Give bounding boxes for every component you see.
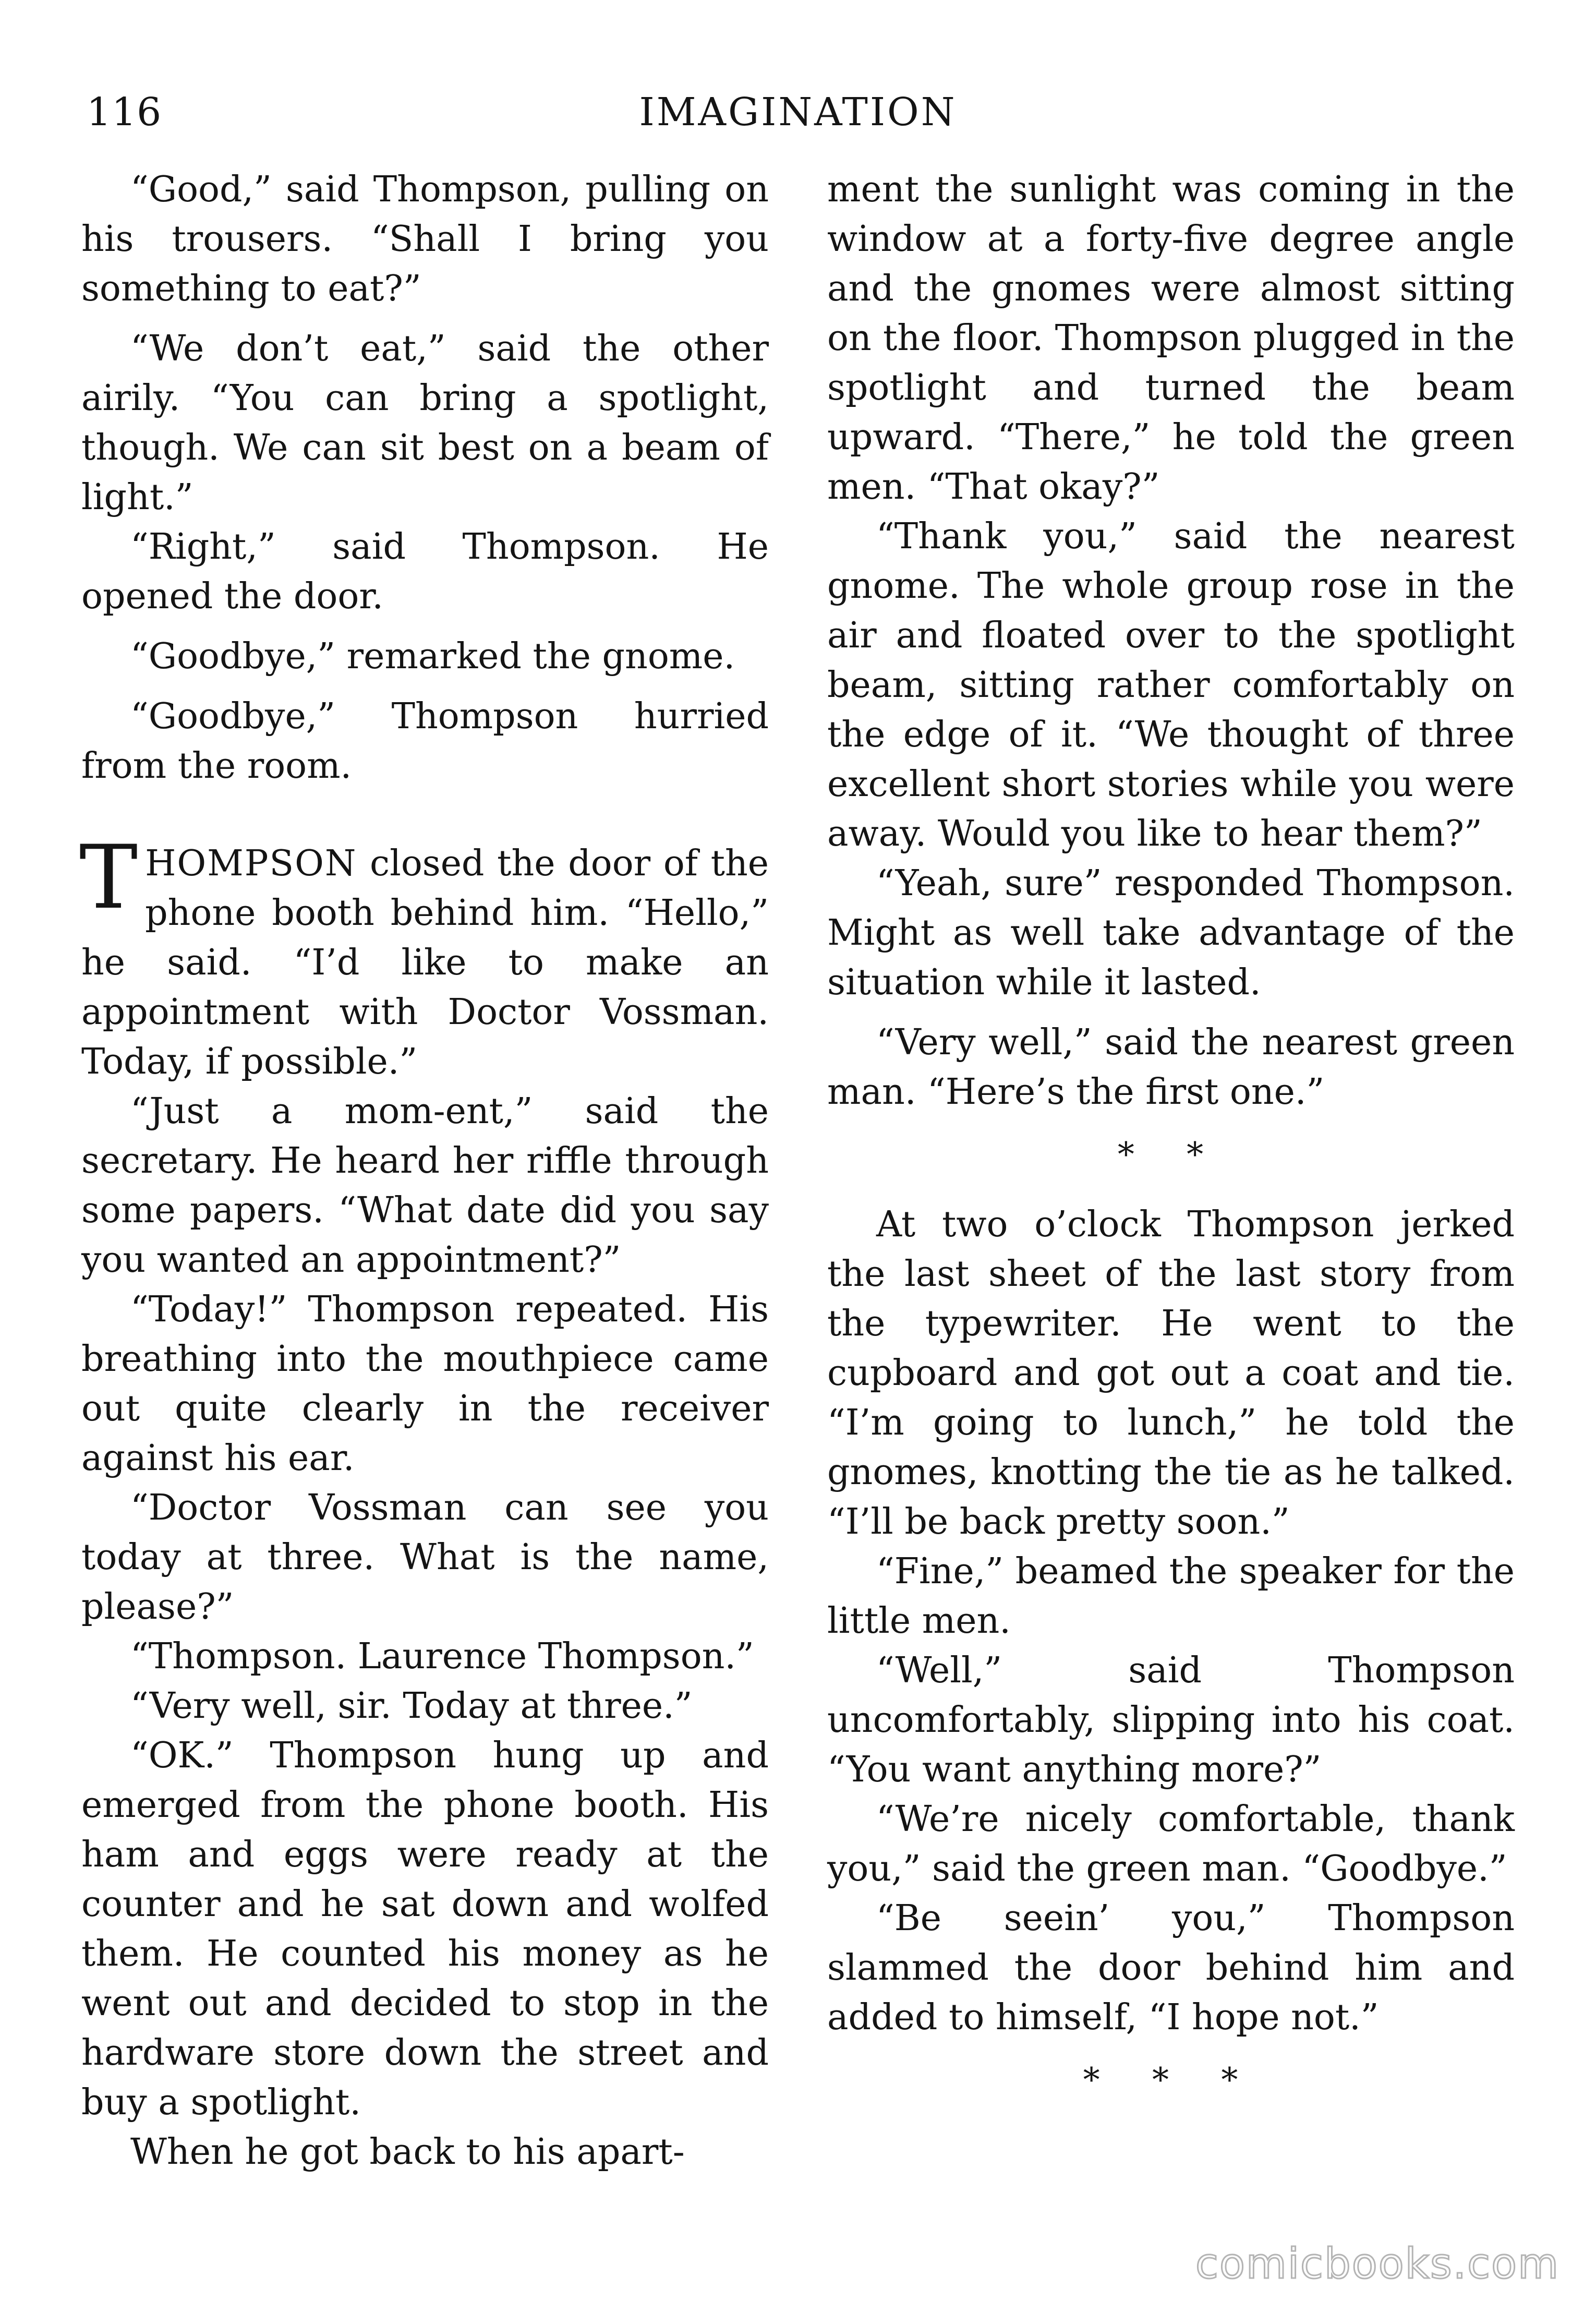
paragraph: When he got back to his apart- (130, 2131, 685, 2173)
watermark: comicbooks.com (1195, 2239, 1559, 2288)
section-opening-paragraph (79, 826, 769, 1087)
paragraph-text: closed the door of the phone booth behind him. “Hello,” he said. “I’d like to make an appointment with Doctor Vossman. Today, if possible.” (81, 843, 769, 1082)
paragraph: “Right,” said Thompson. He opened the door. (81, 526, 769, 617)
right-text-column (827, 165, 1515, 2105)
paragraph: “Yeah, sure” responded Thompson. Might as well take advantage of the situation while it lasted. (827, 863, 1515, 1003)
paragraph: “OK.” Thompson hung up and emerged from the phone booth. His ham and eggs were ready at the counter and he sat down and wolfed them. He counted his money as he went out and decided to stop in the hardware store down the street and buy a spotlight. (81, 1735, 769, 2123)
paragraph: “Thompson. Laurence Thompson.” (130, 1636, 754, 1677)
paragraph: “Very well,” said the nearest green man. “Here’s the first one.” (827, 1022, 1515, 1113)
paragraph: “Goodbye,” Thompson hurried from the room. (81, 696, 769, 787)
paragraph: “We don’t eat,” said the other airily. “You can bring a spotlight, though. We can sit best on a beam of light.” (81, 328, 769, 518)
left-text-column (81, 165, 769, 2177)
paragraph-continued: ment the sunlight was coming in the window at a forty-five degree angle and the gnomes were almost sitting on the floor. Thompson plugged in the spotlight and turned the beam upward. “There,” he told the green men. “That okay?” (827, 169, 1515, 508)
paragraph: “Goodbye,” remarked the gnome. (130, 636, 735, 677)
paragraph: “Doctor Vossman can see you today at three. What is the name, please?” (81, 1487, 769, 1628)
paragraph: “Today!” Thompson repeated. His breathing into the mouthpiece came out quite clearly in the receiver against his ear. (81, 1289, 769, 1479)
running-title: IMAGINATION (639, 90, 957, 135)
paragraph: “Just a mom-ent,” said the secretary. He heard her riffle through some papers. “What date did you say you wanted an appointment?” (81, 1091, 769, 1281)
drop-cap: T (79, 826, 138, 929)
paragraph: “Well,” said Thompson uncomfortably, slipping into his coat. “You want anything more?” (827, 1650, 1515, 1790)
paragraph: “We’re nicely comfortable, thank you,” said the green man. “Goodbye.” (827, 1799, 1515, 1889)
page-number: 116 (87, 90, 162, 135)
paragraph: “Thank you,” said the nearest gnome. The whole group rose in the air and floated over to the spotlight beam, sitting rather comfortably on the edge of it. “We thought of three excellent short stories while you were away. Would you like to hear them?” (827, 516, 1515, 854)
paragraph: “Be seein’ you,” Thompson slammed the door behind him and added to himself, “I hope not.” (827, 1898, 1515, 2038)
paragraph: “Fine,” beamed the speaker for the little men. (827, 1551, 1515, 1642)
small-caps-lead: HOMPSON (145, 843, 357, 884)
paragraph: “Very well, sir. Today at three.” (130, 1685, 693, 1727)
story-end-mark: * * * (1083, 2061, 1259, 2100)
paragraph: “Good,” said Thompson, pulling on his trousers. “Shall I bring you something to eat?” (81, 169, 769, 309)
scene-break: * * (1117, 1136, 1225, 1174)
paragraph: At two o’clock Thompson jerked the last sheet of the last story from the typewriter. He went to the cupboard and got out a coat and tie. “I’m going to lunch,” he told the gnomes, knotting the tie as he talked. “I’ll be back pretty soon.” (827, 1204, 1515, 1543)
